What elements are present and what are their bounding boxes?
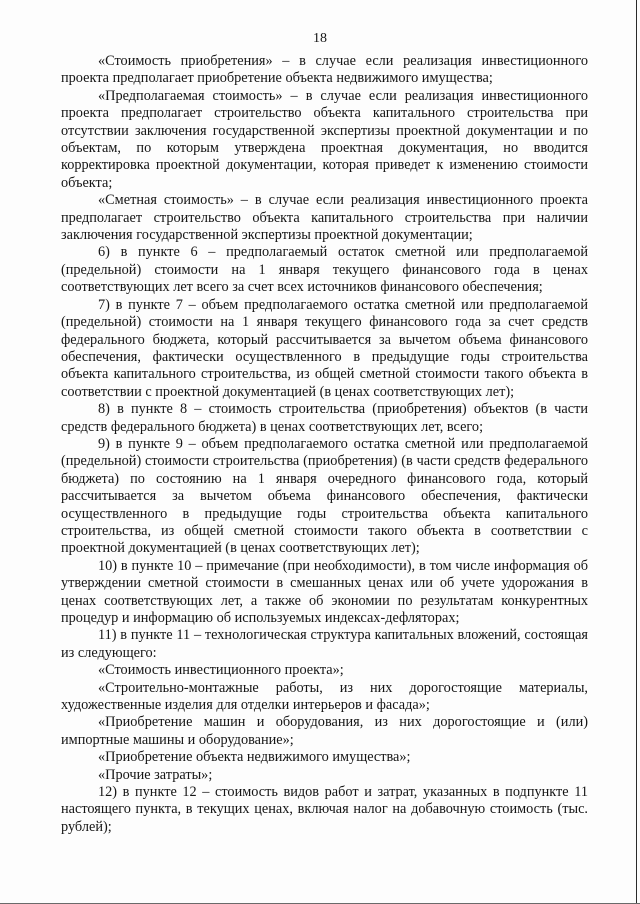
paragraph-structure-investment: «Стоимость инвестиционного проекта»; (98, 662, 344, 679)
paragraph-item-6: 6) в пункте 6 – предполагаемый остаток сметной или предполагаемой (предельной) стоимости на 1 января текущего финансового года в ценах соответствующих лет всего за счет всех источников финансового обеспечения; (61, 244, 588, 296)
paragraph-structure-real-estate: «Приобретение объекта недвижимого имущества»; (98, 749, 411, 766)
paragraph-structure-construction: «Строительно-монтажные работы, из них дорогостоящие материалы, художественные изделия для отделки интерьеров и фасада»; (61, 679, 588, 714)
paragraph-item-8: 8) в пункте 8 – стоимость строительства (приобретения) объектов (в части средств федерального бюджета) в ценах соответствующих лет, всего; (61, 401, 588, 435)
paragraph-item-12: 12) в пункте 12 – стоимость видов работ и затрат, указанных в подпункте 11 настоящего пункта, в текущих ценах, включая налог на добавочную стоимость (тыс. рублей); (61, 784, 588, 835)
paragraph-structure-machinery: «Приобретение машин и оборудования, из них дорогостоящие и (или) импортные машины и оборудование»; (61, 714, 588, 748)
paragraph-structure-other: «Прочие затраты»; (98, 766, 213, 783)
paragraph-item-9: 9) в пункте 9 – объем предполагаемого остатка сметной или предполагаемой (предельной) стоимости строительства (приобретения) (в части средств федерального бюджета) по состоянию на 1 января очередного финансового года, который рассчитывается за вычетом объема финансового обеспечения, фактически осуществленного в предыдущие годы строительства объекта капитального строительства, из общей сметной стоимости такого объекта в соответствии с проектной документацией (в ценах соответствующих лет); (61, 435, 588, 557)
paragraph-item-7: 7) в пункте 7 – объем предполагаемого остатка сметной или предполагаемой (предельной) стоимости на 1 января текущего финансового года за счет средств федерального бюджета, который рассчитывается за вычетом объема финансового обеспечения, фактически осуществленного в предыдущие годы строительства объекта капитального строительства, из общей сметной стоимости такого объекта в соответствии с проектной документацией (в ценах соответствующих лет); (61, 296, 588, 400)
paragraph-estimated-cost: «Предполагаемая стоимость» – в случае если реализация инвестиционного проекта предполагает строительство объекта капитального строительства при отсутствии заключения государственной экспертизы проектной документации и по объектам, по которым утверждена проектная документация, но вводится корректировка проектной документации, которая приведет к изменению стоимости объекта; (61, 87, 588, 191)
scan-edge-right (636, 0, 637, 904)
paragraph-item-10: 10) в пункте 10 – примечание (при необходимости), в том числе информация об утверждении сметной стоимости в смешанных ценах или об учете удорожания в ценах соответствующих лет, а также об экономии по результатам конкурентных процедур и информацию об используемых индексах-дефляторах; (61, 557, 588, 626)
document-body (61, 53, 588, 836)
paragraph-item-11: 11) в пункте 11 – технологическая структура капитальных вложений, состоящая из следующего: (61, 627, 588, 661)
paragraph-budget-cost: «Сметная стоимость» – в случае если реализация инвестиционного проекта предполагает строительство объекта капитального строительства при наличии заключения государственной экспертизы проектной документации; (61, 192, 588, 244)
page-number: 18 (313, 31, 327, 46)
paragraph-cost-acquisition: «Стоимость приобретения» – в случае если реализация инвестиционного проекта предполагает приобретение объекта недвижимого имущества; (61, 53, 588, 87)
